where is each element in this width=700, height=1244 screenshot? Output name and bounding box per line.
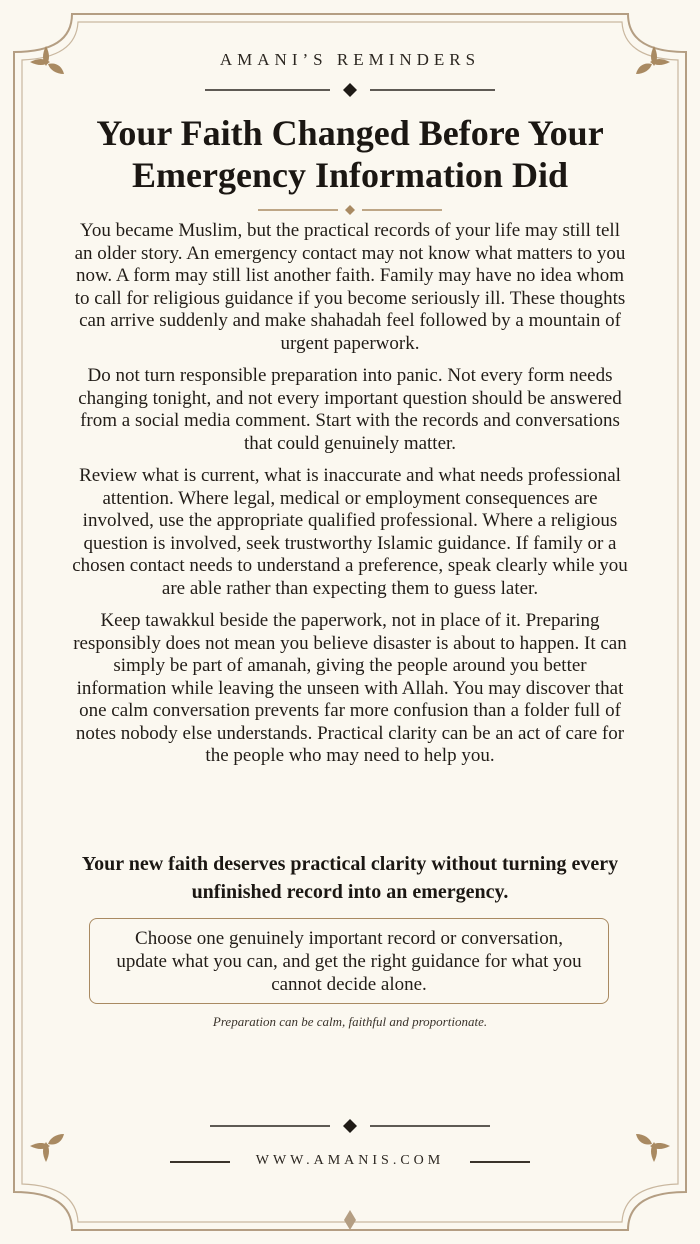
brand-heading: AMANI’S REMINDERS [219,50,481,69]
footer-divider [210,1116,490,1136]
paragraph: Review what is current, what is inaccurate and what needs professional attention. Where legal, medical or employment consequences are involved, use the appropriate qualified professional. Where a religious question is involved, seek trustworthy Islamic guidance. If family or a chosen contact needs to understand a preference, speak clearly while you are able rather than expecting them to guess later. [72,465,628,599]
title-line-2: Emergency Information Did [132,155,568,195]
body-text [70,220,630,778]
website-url: WWW.AMANIS.COM [255,1153,445,1168]
paragraph: Keep tawakkul beside the paperwork, not in place of it. Preparing responsibly does not mean you believe disaster is about to happen. It can simply be part of amanah, giving the people around you better information while leaving the unseen with Allah. You may discover that one calm conversation prevents far more confusion than a folder full of notes nobody else understands. Practical clarity can be an act of care for the people who may need to help you. [73,610,627,766]
title-divider [258,202,442,218]
closing-statement: Your new faith deserves practical clarity without turning every unfinished record into an emergency. [81,853,619,903]
diamond-icon [345,205,355,215]
diamond-icon [343,83,357,97]
title-line-1: Your Faith Changed Before Your [96,113,604,153]
paragraph: You became Muslim, but the practical records of your life may still tell an older story. An emergency contact may not know what matters to you now. A form may still list another faith. Family may have no idea whom to call for religious guidance if you become seriously ill. These thoughts can arrive suddenly and make shahadah feel followed by a mountain of urgent paperwork. [74,220,626,354]
paragraph: Do not turn responsible preparation into panic. Not every form needs changing tonight, and not every important question should be answered from a social media comment. Start with the records and conversations that could genuinely matter. [78,365,622,454]
italic-note: Preparation can be calm, faithful and proportionate. [212,1014,488,1029]
diamond-icon [343,1119,357,1133]
header-divider [205,80,495,100]
page-title [60,112,640,196]
call-to-action-box: Choose one genuinely important record or conversation, update what you can, and get the right guidance for what you cannot decide alone. [89,918,609,1004]
